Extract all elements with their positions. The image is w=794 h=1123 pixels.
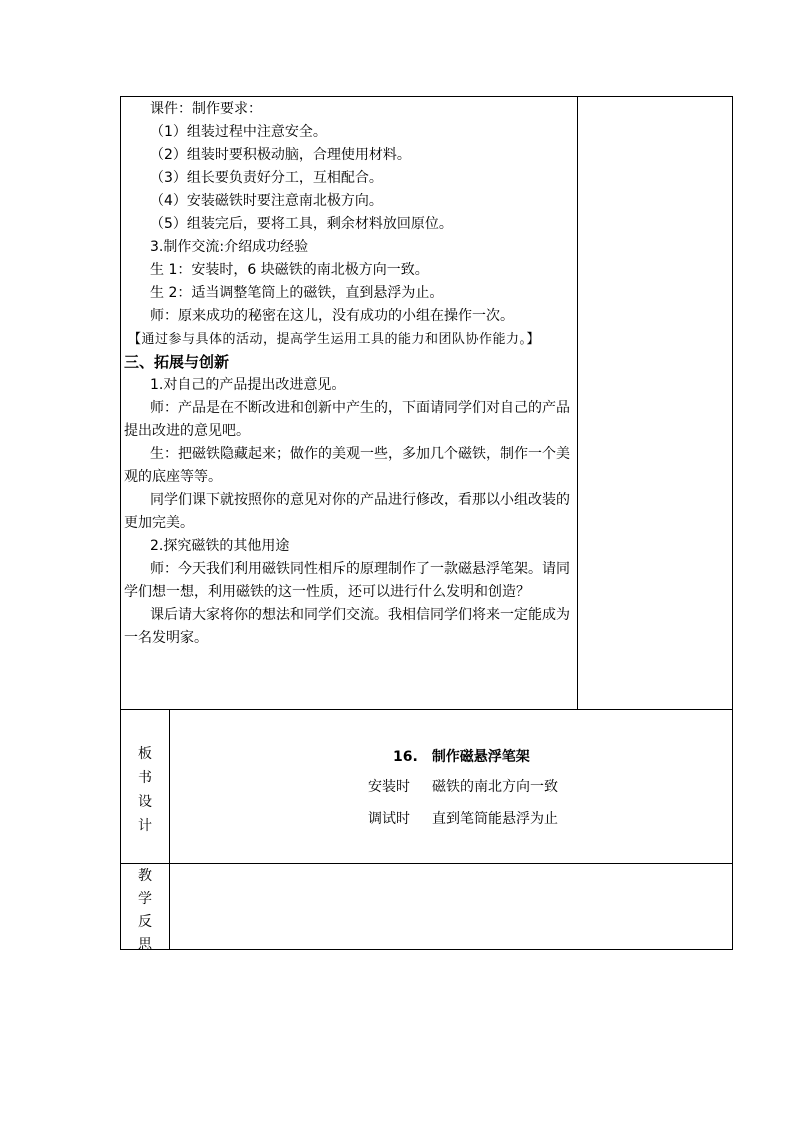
closing-paragraph: 课后请大家将你的想法和同学们交流。我相信同学们将来一定能成为一名发明家。 [124, 607, 570, 646]
requirement-4: （4）安装磁铁时要注意南北极方向。 [150, 193, 383, 209]
requirement-1: （1）组装过程中注意安全。 [150, 124, 327, 140]
board-title [393, 746, 530, 766]
board-label-char: 计 [138, 818, 152, 834]
board-row-value: 直到笔筒能悬浮为止 [432, 811, 558, 827]
board-row [368, 808, 558, 828]
board-title-text: 制作磁悬浮笔架 [431, 749, 530, 765]
student-paragraph: 生：把磁铁隐藏起来；做作的美观一些，多加几个磁铁，制作一个美观的底座等等。 [124, 446, 570, 485]
student-1-answer: 生 1：安装时，6 块磁铁的南北极方向一致。 [150, 262, 429, 278]
teacher-paragraph-2: 师：今天我们利用磁铁同性相斥的原理制作了一款磁悬浮笔架。请同学们想一想，利用磁铁的这一性质，还可以进行什么发明和创造？ [124, 561, 570, 600]
courseware-heading: 课件：制作要求： [150, 101, 262, 117]
table-divider-row-2 [121, 863, 733, 864]
board-label-char: 书 [138, 770, 152, 786]
board-row [368, 776, 558, 796]
reflection-label-char: 学 [138, 891, 152, 907]
board-row-key: 安装时 [368, 779, 410, 795]
requirement-3: （3）组长要负责好分工，互相配合。 [150, 170, 383, 186]
extension-item-1: 1.对自己的产品提出改进意见。 [150, 377, 346, 393]
board-row-key: 调试时 [368, 811, 410, 827]
requirement-5: （5）组装完后，要将工具，剩余材料放回原位。 [150, 216, 453, 232]
reflection-label-char: 反 [138, 914, 152, 930]
board-design-label [121, 742, 169, 838]
teacher-remark: 师：原来成功的秘密在这儿，没有成功的小组在操作一次。 [150, 308, 514, 324]
reflection-label-char: 思 [138, 937, 152, 953]
board-title-number: 16. [393, 749, 418, 765]
teaching-reflection-label [121, 865, 169, 957]
teacher-paragraph-1: 师：产品是在不断改进和创新中产生的，下面请同学们对自己的产品提出改进的意见吧。 [124, 400, 570, 439]
homework-paragraph: 同学们课下就按照你的意见对你的产品进行修改，看那以小组改装的更加完美。 [124, 492, 570, 531]
table-divider-right [577, 97, 578, 710]
student-2-answer: 生 2：适当调整笔筒上的磁铁，直到悬浮为止。 [150, 285, 444, 301]
board-label-char: 设 [138, 794, 152, 810]
exchange-heading: 3.制作交流:介绍成功经验 [150, 239, 309, 255]
lesson-content [124, 98, 574, 650]
board-label-char: 板 [138, 746, 152, 762]
section-heading: 三、拓展与创新 [124, 353, 230, 371]
board-row-value: 磁铁的南北方向一致 [432, 779, 558, 795]
design-intent-note: 【通过参与具体的活动，提高学生运用工具的能力和团队协作能力。】 [128, 332, 541, 347]
board-design [170, 710, 733, 863]
extension-item-2: 2.探究磁铁的其他用途 [150, 538, 290, 554]
reflection-label-char: 教 [138, 868, 152, 884]
requirement-2: （2）组装时要积极动脑，合理使用材料。 [150, 147, 411, 163]
